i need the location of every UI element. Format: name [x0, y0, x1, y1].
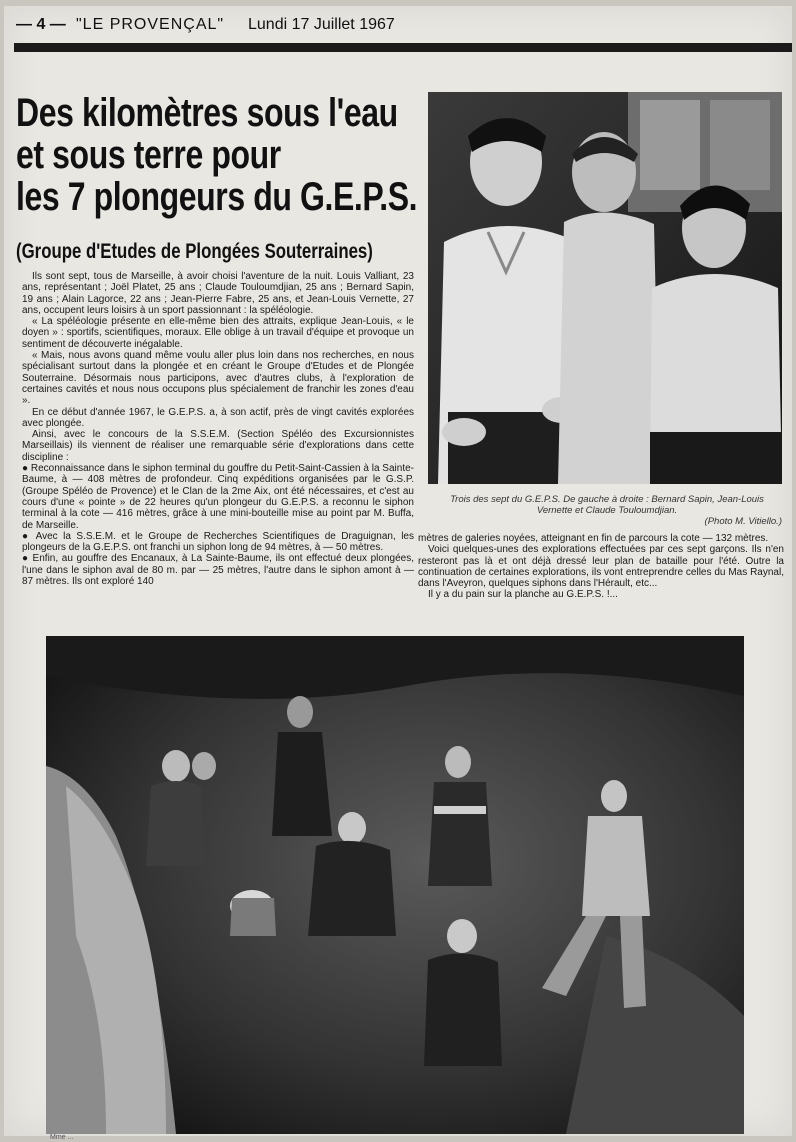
headline	[16, 91, 418, 219]
subheadline: (Groupe d'Etudes de Plongées Souterraines)	[16, 240, 373, 263]
headline-line-1: Des kilomètres sous l'eau	[16, 91, 398, 135]
newspaper-clipping	[4, 6, 792, 1141]
publication-date: Lundi 17 Juillet 1967	[248, 16, 395, 33]
paragraph: Voici quelques-unes des explorations effectuées par ces sept garçons. Ils n'en resteront pas là et ont déjà dressé leur plan de bataille pour l'été. Outre la continuation de certaines explorations, ils vont entreprendre celles du Mas Raynal, dans l'Aveyron, quelques siphons dans l'Hérault, etc...	[418, 544, 784, 590]
article-body	[22, 271, 414, 587]
bullet-paragraph: ● Reconnaissance dans le siphon terminal du gouffre du Petit-Saint-Cassien à la Sainte-Baume, à — 408 mètres de profondeur. Cinq expéditions organisées par le G.S.P. (Groupe Spéléo de Provence) et le Clan de la 2me Aix, ont été nécessaires, et c'est au cours d'une « pointe » de 22 heures qu'un plongeur du G.E.P.S. a reconnu le siphon terminal à la cote — 416 mètres, grâce à une mini-bouteille mise au point par M. Buffa, de Marseille.	[22, 463, 414, 531]
newspaper-name: "LE PROVENÇAL"	[76, 16, 225, 33]
photo-credit: (Photo M. Vitiello.)	[704, 516, 782, 527]
bullet-paragraph: ● Avec la S.S.E.M. et le Groupe de Recherches Scientifiques de Draguignan, les plongeurs de la G.E.P.S. ont franchi un siphon long de 94 mètres, à — 50 mètres.	[22, 530, 414, 554]
paragraph: En ce début d'année 1967, le G.E.P.S. a, à son actif, près de vingt cavités explorées avec plongée.	[22, 406, 414, 429]
page-number: — 4 —	[16, 16, 66, 33]
paragraph: « La spéléologie présente en elle-même bien des attraits, explique Jean-Louis, « le doyen » : sportifs, scientifiques, moraux. Elle oblige à un travail d'équipe et provoque un sentiment de découverte inégalable.	[22, 316, 414, 350]
headline-line-3: les 7 plongeurs du G.E.P.S.	[16, 175, 418, 219]
photo-three-divers	[428, 92, 782, 484]
photo-caption	[432, 494, 782, 527]
masthead-rule	[14, 43, 792, 52]
caption-text: Trois des sept du G.E.P.S. De gauche à droite : Bernard Sapin, Jean-Louis Vernette et Claude Touloumdjian.	[450, 494, 764, 516]
paragraph: Ils sont sept, tous de Marseille, à avoir choisi l'aventure de la nuit. Louis Valliant, 23 ans, représentant ; Joël Platet, 25 ans ; Claude Touloumdjian, 25 ans ; Bernard Sapin, 19 ans ; Alain Lagorce, 22 ans ; Jean-Pierre Fabre, 25 ans, et Jean-Louis Vernette, 27 ans, occupent leurs loisirs à un sport passionnant : la spéléologie.	[22, 271, 414, 316]
bullet-paragraph: ● Enfin, au gouffre des Encanaux, à La Sainte-Baume, ils ont effectué deux plongées, l'une dans le siphon aval de 80 m. par — 25 mètres, l'autre dans le siphon amont à — 87 mètres. Ils ont exploré 140	[22, 553, 414, 588]
photo-caption-bottom: Mme ...	[50, 1134, 74, 1141]
article-continuation	[418, 533, 784, 601]
paragraph: mètres de galeries noyées, atteignant en fin de parcours la cote — 132 mètres.	[418, 533, 769, 544]
paragraph: « Mais, nous avons quand même voulu aller plus loin dans nos recherches, en nous spécialisant surtout dans la plongée et en créant le Groupe d'Etudes et de Plongée Souterraine. Désormais nous participons, avec d'autres clubs, à l'exploration de certaines cavités et nous nous occupons plus spécialement de franchir les zones d'eau ».	[22, 350, 414, 407]
masthead	[12, 16, 792, 40]
headline-line-2: et sous terre pour	[16, 133, 281, 177]
photo-cave-team	[46, 636, 744, 1134]
paragraph: Ainsi, avec le concours de la S.S.E.M. (Section Spéléo des Excursionnistes Marseillais) ils viennent de réaliser une remarquable série d'explorations dans cette discipline :	[22, 429, 414, 463]
paragraph: Il y a du pain sur la planche au G.E.P.S. !...	[428, 589, 618, 601]
